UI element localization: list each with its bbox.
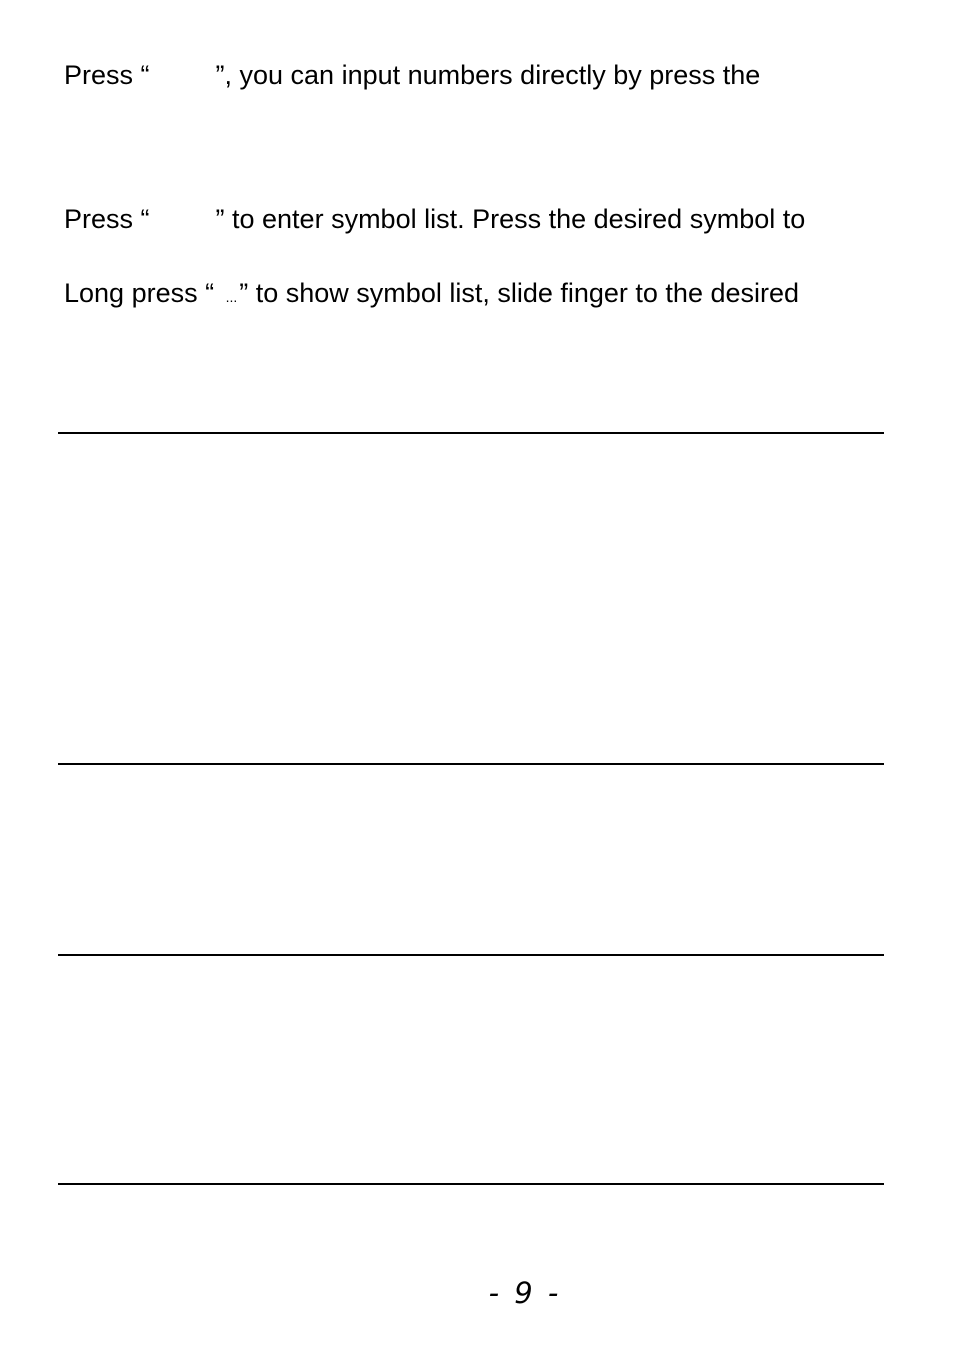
instruction-line-number-input xyxy=(64,59,760,91)
line-text-after: ” to enter symbol list. Press the desired symbol to xyxy=(215,204,806,234)
line-text-after: ” to show symbol list, slide finger to the desired xyxy=(239,278,800,308)
divider xyxy=(58,432,884,434)
page-number: - 9 - xyxy=(488,1276,562,1310)
ellipsis-key-icon: ... xyxy=(225,289,238,305)
line-text-before: Press “ xyxy=(64,204,150,234)
divider xyxy=(58,763,884,765)
divider xyxy=(58,954,884,956)
instruction-line-long-press xyxy=(64,277,799,313)
line-text-after: ”, you can input numbers directly by press the xyxy=(215,60,761,90)
line-text-before: Long press “ xyxy=(64,278,222,308)
instruction-line-symbol-list xyxy=(64,203,805,235)
line-text-before: Press “ xyxy=(64,60,150,90)
divider xyxy=(58,1183,884,1185)
